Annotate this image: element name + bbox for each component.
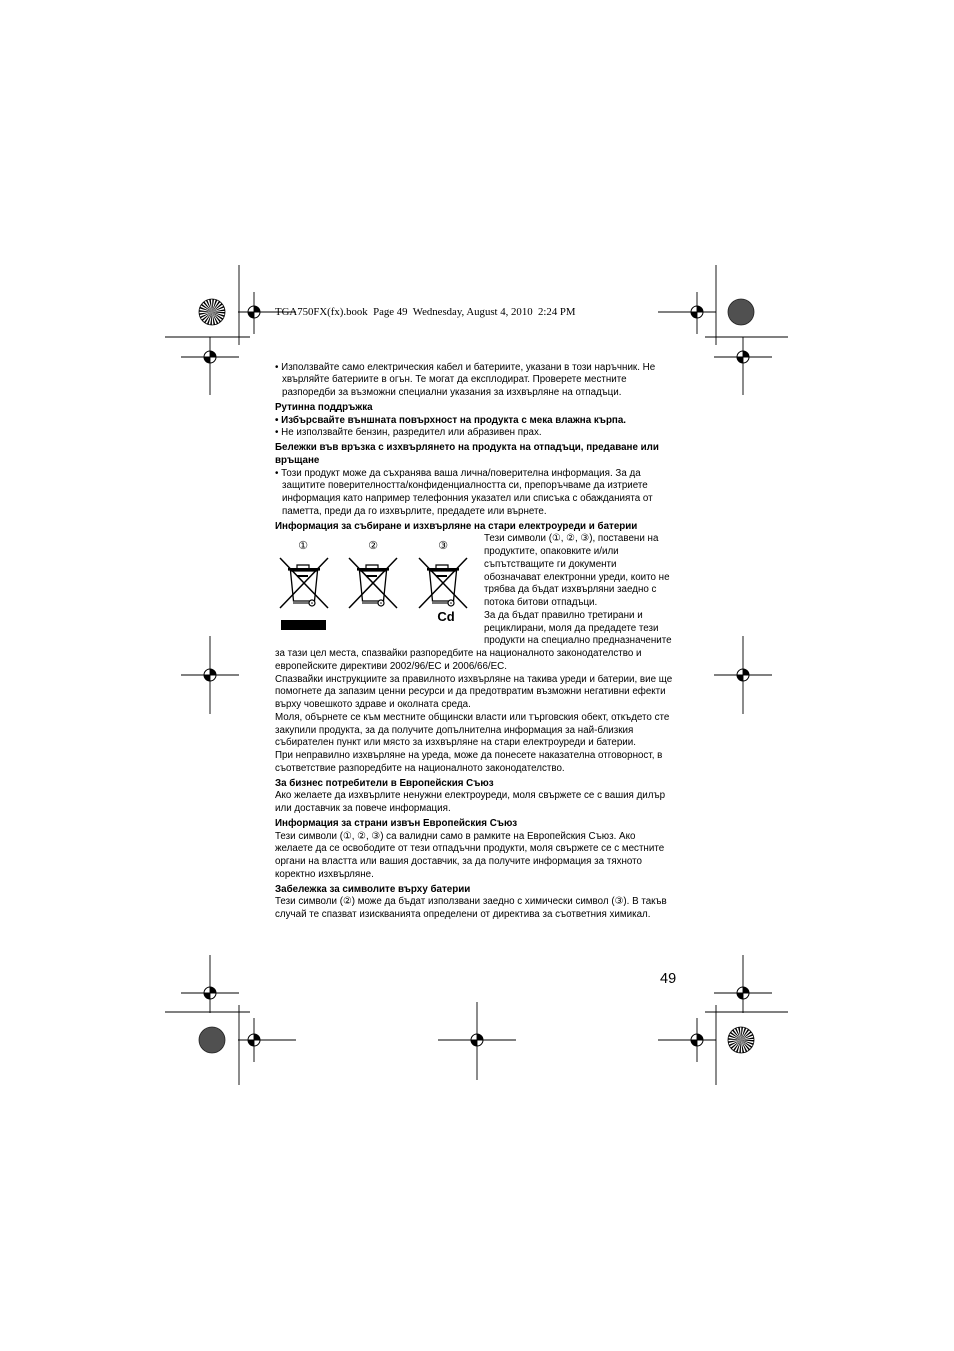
body-text-line: върху човешкото здраве и околната среда. — [275, 699, 471, 711]
chemical-symbol: Cd — [437, 609, 455, 625]
body-text-line: трябва да бъдат изхвърляни заедно с — [484, 584, 657, 596]
symbols-and-text — [275, 533, 695, 648]
body-text-line: случай те спазват изискванията определени от директива за съответния химикал. — [275, 909, 651, 921]
registration-mark — [737, 669, 749, 681]
body-text-line: продуктите, опаковките и/или — [484, 546, 619, 558]
registration-mark — [248, 306, 260, 318]
registration-mark — [204, 987, 216, 999]
starburst-target — [199, 299, 225, 325]
color-target — [199, 1027, 225, 1053]
body-text-line: желаете да се освободите от тези отпадъчни продукти, моля свържете се с местните — [275, 843, 665, 855]
body-text-line: или доставчик за повече информация. — [275, 803, 451, 815]
safety-note — [275, 362, 695, 400]
registration-mark — [737, 987, 749, 999]
section-heading-battery-note: Забележка за символите върху батерии — [275, 883, 471, 895]
body-text-line: • Този продукт може да съхранява ваша лична/поверителна информация. За да — [275, 467, 641, 479]
crossed-out-wheelie-bin-icon — [349, 558, 397, 608]
crossed-out-wheelie-bin-icon — [280, 558, 328, 608]
registration-mark — [471, 1034, 483, 1046]
body-text-line: коректно изхвърляне. — [275, 868, 374, 880]
registration-mark — [204, 351, 216, 363]
body-text-line: продукти на специално предназначените — [484, 635, 672, 647]
body-text-line: Спазвайки инструкциите за правилното изхвърляне на такива уреди и батерии, вие ще — [275, 673, 673, 685]
body-text-line: съответствие разпоредбите на националното законодателство. — [275, 762, 565, 774]
page-number: 49 — [660, 971, 677, 987]
body-text-line: • Използвайте само електрическия кабел и батериите, указани в този наръчник. Не — [275, 361, 656, 373]
collection-text — [275, 648, 695, 776]
registration-mark — [691, 1034, 703, 1046]
registration-mark — [248, 1034, 260, 1046]
body-text-line: европейските директиви 2002/96/EC и 2006/66/EC. — [275, 660, 507, 672]
starburst-target — [728, 1027, 754, 1053]
body-text-line: За да бъдат правилно третирани и — [484, 609, 643, 621]
symbol-label-3: ③ — [438, 539, 448, 553]
color-target — [728, 299, 754, 325]
body-text-line: Тези символи (②) може да бъдат използвани заедно с химически символ (③). В такъв — [275, 896, 667, 908]
body-text-line: При неправилно изхвърляне на уреда, може да понесете наказателна отговорност, в — [275, 750, 663, 762]
body-text-line: органи на властта или вашия доставчик, за да получите информация за тяхното — [275, 856, 642, 868]
section-heading-business-eu: За бизнес потребители в Европейския Съюз — [275, 777, 494, 789]
symbols-description — [484, 533, 672, 648]
body-text-line: помогнете да запазим ценни ресурси и да предотвратим възможни негативни ефекти — [275, 686, 666, 698]
body-text-line: разпоредби за възможни специални указания за изхвърляне на отпадъци. — [282, 387, 622, 399]
body-text-line: Тези символи (①, ②, ③) са валидни само в рамките на Европейския Съюз. Ако — [275, 830, 636, 842]
registration-mark — [204, 669, 216, 681]
body-text-line: рециклирани, моля да предадете тези — [484, 622, 659, 634]
section-heading-collection: Информация за събиране и изхвърляне на стари електроуреди и батерии — [275, 520, 638, 532]
registration-mark — [737, 351, 749, 363]
body-text-line: събирателен пункт или място за изхвърляне на стари електроуреди и батерии. — [275, 737, 636, 749]
body-text-line: хвърляйте батериите в огън. Те могат да експлодират. Проверете местните — [282, 374, 627, 386]
crossed-out-wheelie-bin-icon — [419, 558, 467, 608]
running-head: TGA750FX(fx).book Page 49 Wednesday, August 4, 2010 2:24 PM — [275, 306, 576, 318]
body-text-line: паметта, преди да го изхвърлите, предадете или върнете. — [282, 505, 547, 517]
body-text-line: съпътстващите ги документи — [484, 558, 617, 570]
body-text-line: за тази цел места, спазвайки разпоредбите на националното законодателство и — [275, 648, 642, 660]
bullet-wipe-surface: • Избърсвайте външната повърхност на продукта с мека влажна кърпа. — [275, 414, 627, 426]
body-text — [275, 362, 695, 922]
body-text-line: Моля, обърнете се към местните общински власти или търговския обект, откъдето сте — [275, 711, 670, 723]
body-text-line: закупили продукта, за да получите допълнителна информация за най-близкия — [275, 724, 634, 736]
black-bar — [281, 620, 326, 630]
body-text-line: защитите поверителността/конфиденциалността си, препоръчваме да изтриете — [282, 480, 648, 492]
body-text-line: потока битови отпадъци. — [484, 597, 598, 609]
body-text-line: Ако желаете да изхвърлите ненужни електроуреди, моля свържете се с вашия дилър — [275, 790, 666, 802]
section-heading-routine-care: Рутинна поддръжка — [275, 401, 373, 413]
symbol-label-2: ② — [368, 539, 378, 553]
disposal-symbols — [275, 533, 475, 638]
body-text-line: Тези символи (①, ②, ③), поставени на — [484, 533, 659, 545]
section-heading-disposal-notes-cont: връщане — [275, 454, 320, 466]
section-heading-disposal-notes: Бележки във връзка с изхвърлянето на продукта на отпадъци, предаване или — [275, 442, 659, 454]
section-heading-outside-eu: Информация за страни извън Европейския Съюз — [275, 817, 518, 829]
body-text-line: информация като например телефонния указател или списъка с обажданията от — [282, 493, 653, 505]
body-text-line: обозначават електронни уреди, които не — [484, 571, 670, 583]
registration-mark — [691, 306, 703, 318]
symbol-label-1: ① — [298, 539, 308, 553]
bullet-no-solvents: • Не използвайте бензин, разредител или абразивен прах. — [275, 427, 542, 439]
